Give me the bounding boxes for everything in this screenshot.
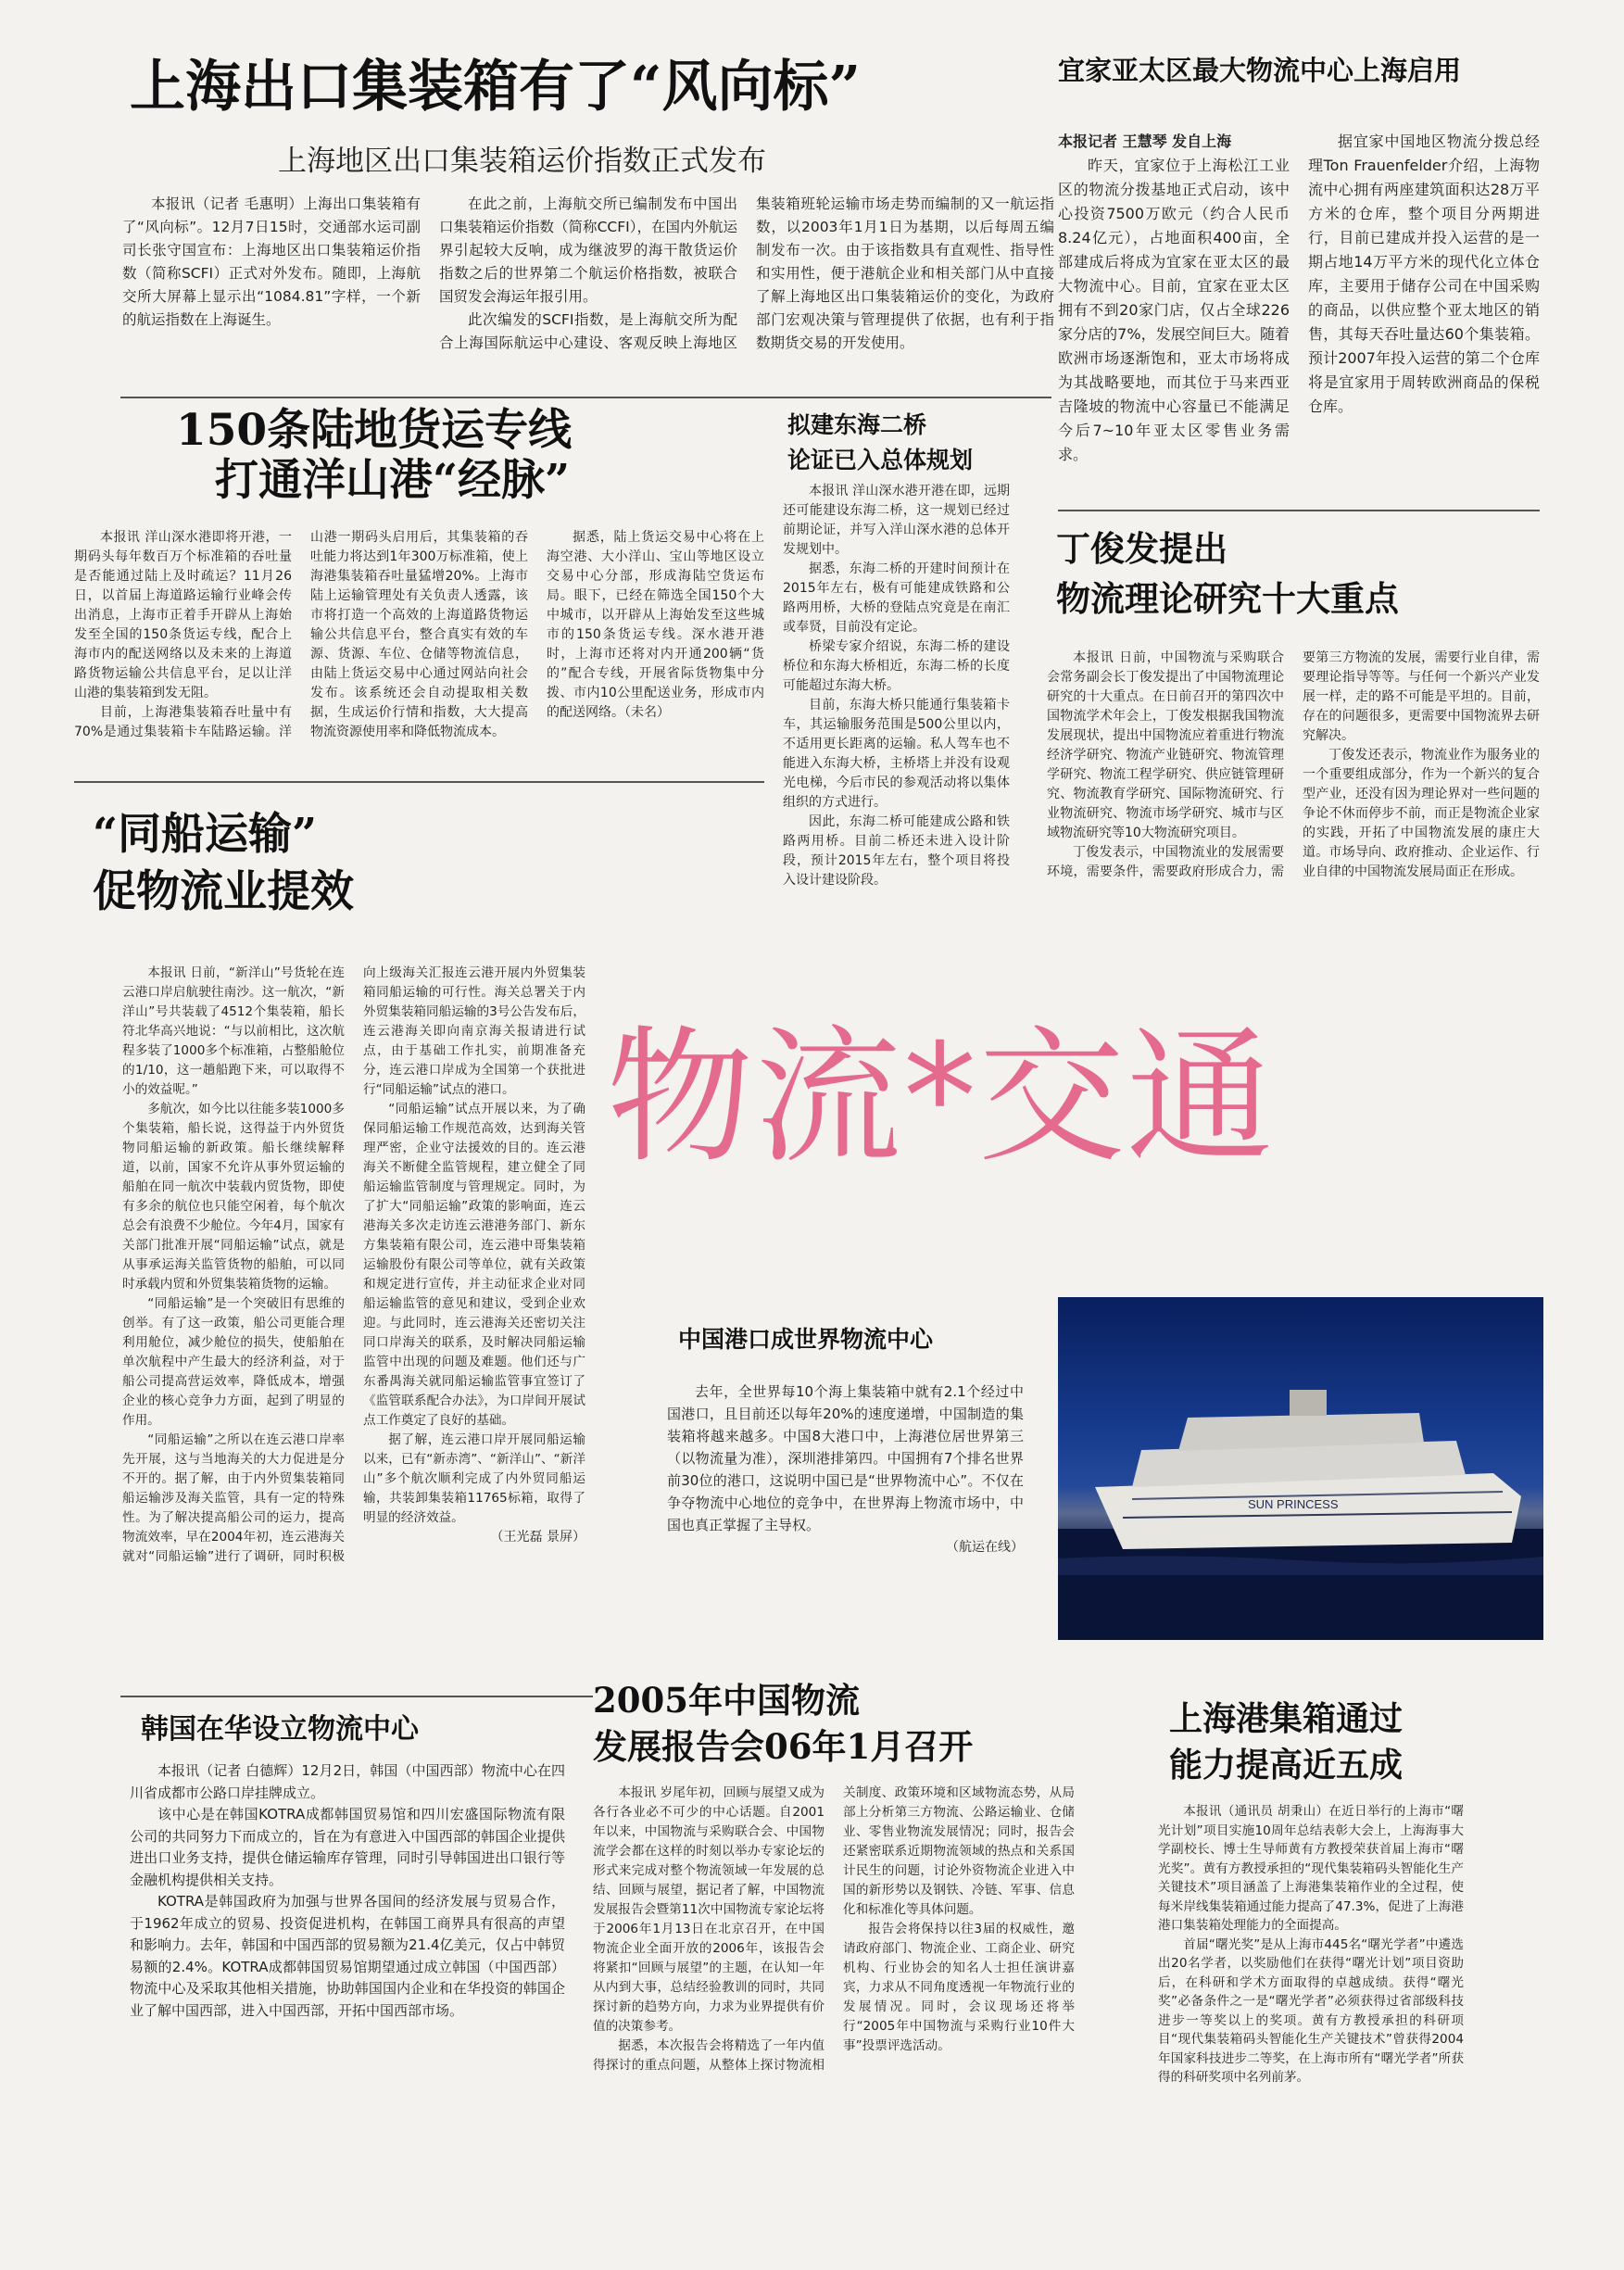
a8-paragraph: KOTRA是韩国政府为加强与世界各国间的经济发展与贸易合作，于1962年成立的贸易、投资促进机构，在韩国工商界具有很高的声望和影响力。去年，韩国和中国西部的贸易额为21.4亿美元，仅占中韩贸易额的2.4%。KOTRA成都韩国贸易馆期望通过成立韩国（中国西部）物流中心及采取其他相关措施，协助韩国国内企业和在华投资的韩国企业了解中国西部，进入中国西部，开拓中国西部市场。 [130,1893,565,2019]
a7-headline: 中国港口成世界物流中心 [678,1326,934,1353]
a4-headline-line: 论证已入总体规划 [787,447,974,473]
a10-headline [1169,1696,1540,1788]
a10-paragraph: 首届“曙光奖”是从上海市445名“曙光学者”中遴选出20名学者，以奖励他们在获得“曙光计划”项目资助后，在科研和学术方面取得的卓越成绩。获得“曙光奖”必备条件之一是“曙光学者”必须获得过省部级科技进步一等奖以上的奖项。黄有方教授承担的科研项目“现代集装箱码头智能化生产关键技术”曾获得2004年国家科技进步二等奖，在上海市所有“曙光学者”所获得的科研奖项中名列前茅。 [1158,1936,1464,2085]
divider [74,781,764,783]
a7-credit: （航运在线） [946,1540,1024,1555]
cruise-ship-photo [1058,1297,1543,1640]
a6-paragraph: “同船运输”之所以在连云港口岸率先开展，这与当地海关的大力促进是分不开的。据了解，由于内外贸集装箱同船运输涉及海关监管，具有一定的特殊性。为了解决提高船公司的运力，提高物流效率，早在2004年初，连云港海关就对“同船运输”进行了调研，同时积极向上级海关汇报连云港开展内外贸集装箱同船运输的可行性。海关总署关于内外贸集装箱同船运输的3号公告发布后，连云港海关即向南京海关报请进行试点，由于基础工作扎实，前期准备充分，连云港口岸成为全国第一个获批进行“同船运输”试点的港口。 [122,965,585,1564]
a6-paragraph: “同船运输”是一个突破旧有思维的创举。有了这一政策，船公司更能合理利用舱位，减少舱位的损失，使船舶在单次航程中产生最大的经济利益，对于船公司提高营运效率，降低成本，增强企业的核心竞争力方面，起到了明显的作用。 [122,1296,345,1428]
a7-paragraph: 去年，全世界每10个海上集装箱中就有2.1个经过中国港口，且目前还以每年20%的速度递增，中国制造的集装箱将越来越多。中国8大港口中，上海港位居世界第三（以物流量为准），深圳港排第四。中国拥有7个排名世界前30位的港口，这说明中国已是“世界物流中心”。不仅在争夺物流中心地位的竞争中，在世界海上物流市场中，中国也真正掌握了主导权。 [667,1383,1024,1533]
a8-body [130,1760,565,2131]
a2-paragraph: 昨天，宜家位于上海松江工业区的物流分拨基地正式启动，该中心投资7500万欧元（约合人民币8.24亿元），占地面积400亩，全部建成后将成为宜家在亚太区的最大物流中心。目前，宜家在亚太区拥有不到20家门店，仅占全球226家分店的7%，发展空间巨大。随着欧洲市场逐渐饱和，亚太市场将成为其战略要地，而其位于马来西亚吉隆坡的物流中心容量已不能满足今后7~10年亚太区零售业务需求。 [1058,157,1290,463]
a4-paragraph: 目前，东海大桥只能通行集装箱卡车，其运输服务范围是500公里以内，不适用更长距离的运输。私人驾车也不能进入东海大桥，主桥塔上并没有设观光电梯，今后市民的参观活动将以集体组织的方式进行。 [783,698,1010,810]
a3-paragraph: 目前，上海港集装箱吞吐量中有70%是通过集装箱卡车陆路运输。洋山港一期码头启用后，其集装箱的吞吐能力将达到1年300万标准箱，使上海港集装箱吞吐量猛增20%。上海市陆上运输管理处有关负责人透露，该市将打造一个高效的上海道路货物运输公共信息平台，整合真实有效的车源、货源、车位、仓储等物流信息，由陆上货运交易中心通过网站向社会发布。该系统还会自动提取相关数据，生成运价行情和指数，大大提高物流资源使用率和降低物流成本。 [74,530,528,739]
a4-paragraph: 本报讯 洋山深水港开港在即，远期还可能建设东海二桥，这一规划已经过前期论证，并写入洋山深水港的总体开发规划中。 [783,484,1010,557]
a9-paragraph: 据悉，本次报告会将精选了一年内值得探讨的重点问题，从整体上探讨物流相关制度、政策环境和区域物流态势，从局部上分析第三方物流、公路运输业、仓储业、零售业物流发展情况；同时，报告会还紧密联系近期物流领域的热点和关系国计民生的问题，讨论外资物流企业进入中国的新形势以及钢铁、冷链、军事、信息化和标准化等具体问题。 [593,1785,1075,2073]
a10-body [1158,1802,1464,2182]
a5-headline-line: 丁俊发提出 [1056,528,1227,569]
a4-paragraph: 因此，东海二桥可能建成公路和铁路两用桥。目前二桥还未进入设计阶段，预计2015年左右，整个项目将投入设计建设阶段。 [783,814,1010,888]
a5-paragraph: 丁俊发表示，中国物流业的发展需要环境，需要条件，需要政府形成合力，需要第三方物流的发展，需要行业自律，需要理论指导等等。与任何一个新兴产业发展一样，走的路不可能是平坦的。目前，存在的问题很多，更需要中国物流界去研究解决。 [1047,650,1540,879]
a4-paragraph: 桥梁专家介绍说，东海二桥的建设桥位和东海大桥相近，东海二桥的长度可能超过东海大桥。 [783,639,1010,693]
ship-name-text: SUN PRINCESS [1248,1497,1339,1511]
a8-headline: 韩国在华设立物流中心 [141,1713,419,1746]
a6-paragraph: 据了解，连云港口岸开展同船运输以来，已有“新赤湾”、“新洋山”、“新洋山”多个航次顺利完成了内外贸同船运输，共装卸集装箱11765标箱，取得了明显的经济效益。 [363,1432,585,1525]
a2-paragraph: 据宜家中国地区物流分拨总经理Ton Frauenfelder介绍，上海物流中心拥有两座建筑面积达28万平方米的仓库，整个项目分两期进行，目前已建成并投入运营的是一期占地14万平方米的现代化立体仓库，主要用于储存公司在中国采购的商品，以供应整个亚太地区的销售，其每天吞吐量达60个集装箱。预计2007年投入运营的第二个仓库将是宜家用于周转欧洲商品的保税仓库。 [1308,132,1540,415]
a3-headline-line: 150条陆地货运专线 [176,405,573,456]
a4-headline-line: 拟建东海二桥 [787,411,927,438]
a5-body [1047,649,1540,954]
a6-headline [93,806,528,921]
a1-paragraph: 此次编发的SCFI指数，是上海航交所为配合上海国际航运中心建设、客观反映上海地区集装箱班轮运输市场走势而编制的又一航运指数，以2003年1月1日为基期，以后每周五编制发布一次。由于该指数具有直观性、指导性和实用性，便于港航企业和相关部门从中直接了解上海地区出口集装箱运价的变化，为政府部门宏观决策与管理提供了依据，也有利于指数期货交易的开发使用。 [439,195,1054,351]
a3-headline-line: 打通洋山港“经脉” [215,455,571,507]
divider [120,1696,593,1697]
a7-body [667,1381,1024,1621]
a6-body [122,964,585,1682]
a5-paragraph: 丁俊发还表示，物流业作为服务业的一个重要组成部分，作为一个新兴的复合型产业，还没有因为理论界对一些问题的争论不休而停步不前，而正是物流企业家的实践，开拓了中国物流发展的康庄大道。市场导向、政府推动、企业运作、行业自律的中国物流发展局面正在形成。 [1303,748,1540,879]
a4-headline [787,408,1038,478]
a5-paragraph: 本报讯 日前，中国物流与采购联合会常务副会长丁俊发提出了中国物流理论研究的十大重点。在日前召开的第四次中国物流学术年会上，丁俊发根据我国物流发展现状，提出中国物流应着重进行物流经济学研究、物流产业链研究、物流管理学研究、物流工程学研究、供应链管理研究、物流教育学研究、国际物流研究、行业物流研究、物流市场学研究、城市与区域物流研究等10大物流研究项目。 [1047,650,1284,840]
a5-headline-line: 物流理论研究十大重点 [1056,578,1399,619]
a1-paragraph: 本报讯（记者 毛惠明）上海出口集装箱有了“风向标”。12月7日15时，交通部水运司副司长张守国宣布：上海地区出口集装箱运价指数（简称SCFI）正式对外发布。随即，上海航交所大屏幕上显示出“1084.81”字样，一个新的航运指数在上海诞生。 [122,195,421,328]
a6-paragraph: 多航次，如今比以往能多装1000多个集装箱，船长说，这得益于内外贸货物同船运输的新政策。船长继续解释道，以前，国家不允许从事外贸运输的船舶在同一航次中装载内贸货物，即使有多余的航位也只能空闲着，每个航次总会有浪费不少舱位。今年4月，国家有关部门批准开展“同船运输”试点，就是从事承运海关监管货物的船舶，可以同时承载内贸和外贸集装箱货物的运输。 [122,1102,345,1292]
a5-headline [1056,523,1538,624]
divider [120,397,1051,398]
a3-body [74,528,764,771]
a9-paragraph: 报告会将保持以往3届的权威性，邀请政府部门、物流企业、工商企业、研究机构、行业协会的知名人士担任演讲嘉宾，力求从不同角度透视一年物流行业的发展情况。同时，会议现场还将举行“2005年中国物流与采购行业10件大事”投票评选活动。 [843,1922,1075,2053]
a10-paragraph: 本报讯（通讯员 胡秉山）在近日举行的上海市“曙光计划”项目实施10周年总结表彰大会上，上海海事大学副校长、博士生导师黄有方教授荣获首届上海市“曙光奖”。黄有方教授承担的“现代集装箱码头智能化生产关键技术”项目涵盖了上海港集装箱作业的全过程，使每米岸线集装箱通过能力提高了47.3%，促进了上海港港口集装箱处理能力的全面提高。 [1158,1804,1464,1933]
a1-headline: 上海出口集装箱有了“风向标” [130,55,862,120]
a6-headline-line: 促物流业提效 [93,866,354,917]
a9-headline-line: 发展报告会06年1月召开 [593,1726,974,1767]
a3-headline [176,406,732,506]
a8-paragraph: 本报讯（记者 白德辉）12月2日，韩国（中国西部）物流中心在四川省成都市公路口岸挂牌成立。 [130,1762,565,1801]
a9-body [593,1784,1075,2154]
section-title: 物流*交通 [607,1013,1275,1183]
a6-credit: （王光磊 景屏） [490,1530,585,1545]
a9-headline-line: 2005年中国物流 [593,1680,860,1721]
a10-headline-line: 能力提高近五成 [1169,1746,1404,1784]
a8-paragraph: 该中心是在韩国KOTRA成都韩国贸易馆和四川宏盛国际物流有限公司的共同努力下而成立的，旨在为有意进入中国西部的韩国企业提供进出口业务支持，提供仓储运输库存管理，同时引导韩国进出口银行等金融机构提供相关支持。 [130,1806,565,1888]
a2-headline: 宜家亚太区最大物流中心上海启用 [1058,55,1462,86]
a3-paragraph: 本报讯 洋山深水港即将开港，一期码头每年数百万个标准箱的吞吐量是否能通过陆上及时疏运？11月26日，以首届上海道路运输行业峰会传出消息，上海市正着手开辟从上海始发至全国的150条货运专线，配合上海市内的配送网络以及未来的上海道路货物运输公共信息平台，足以让洋山港的集装箱到发无阻。 [74,530,292,700]
a1-subheadline: 上海地区出口集装箱运价指数正式发布 [278,145,766,178]
a1-body [122,193,1054,383]
a6-headline-line: “同船运输” [93,809,318,860]
a3-paragraph: 据悉，陆上货运交易中心将在上海空港、大小洋山、宝山等地区设立交易中心分部，形成海陆空货运布局。眼下，已经在筛选全国150个大中城市，以开辟从上海始发至这些城市的150条货运专线。深水港开港时，上海市还将对内开通200辆“货的”配合专线，开展省际货物集中分拨、市内10公里配送业务，形成市内的配送网络。（未名） [547,530,764,720]
a2-byline: 本报记者 王慧琴 发自上海 [1058,132,1232,150]
a4-paragraph: 据悉，东海二桥的开建时间预计在2015年左右，极有可能建成铁路和公路两用桥，大桥的登陆点究竟是在南汇或奉贤，目前没有定论。 [783,561,1010,635]
a4-body [783,482,1010,982]
a9-paragraph: 本报讯 岁尾年初，回顾与展望又成为各行各业必不可少的中心话题。自2001年以来，中国物流与采购联合会、中国物流学会都在这样的时刻以举办专家论坛的形式来完成对整个物流领域一年发展的总结、回顾与展望，据记者了解，中国物流发展报告会暨第11次中国物流专家论坛将于2006年1月13日在北京召开，在中国物流企业全面开放的2006年，该报告会将紧扣“回顾与展望”的主题，在认知一年从内到大事，总结经验教训的同时，共同探讨新的趋势方向，力求为业界提供有价值的决策参考。 [593,1785,825,2034]
a1-paragraph: 在此之前，上海航交所已编制发布中国出口集装箱运价指数（简称CCFI），在国内外航运界引起较大反响，成为继波罗的海干散货运价指数之后的世界第二个航运价格指数，被联合国贸发会海运年报引用。 [439,195,737,305]
divider [1058,510,1540,511]
a9-headline [593,1677,1112,1770]
a6-paragraph: 本报讯 日前，“新洋山”号货轮在连云港口岸启航驶往南沙。这一航次，“新洋山”号共装载了4512个集装箱，船长符北华高兴地说：“与以前相比，这次航程多装了1000多个标准箱，占整船舱位的1/10，这一趟船跑下来，可以取得不小的效益呢。” [122,965,345,1097]
ship-icon [1058,1297,1543,1640]
a6-paragraph: “同船运输”试点开展以来，为了确保同船运输工作规范高效，达到海关管理严密，企业守法援效的目的。连云港海关不断健全监管规程，建立健全了同船运输监管制度与管理规定。同时，为了扩大“同船运输”政策的影响面，连云港海关多次走访连云港港务部门、新东方集装箱有限公司，连云港中哥集装箱运输股份有限公司等单位，就有关政策和规定进行宣传，并主动征求企业对同船运输监管的意见和建议，受到企业欢迎。与此同时，连云港海关还密切关注同口岸海关的联系，及时解决同船运输监管中出现的问题及难题。他们还与广东番禺海关就同船运输监管事宜签订了《监管联系配合办法》，为口岸间开展试点工作奠定了良好的基础。 [363,1102,585,1428]
a10-headline-line: 上海港集箱通过 [1169,1699,1404,1738]
a2-body [1058,130,1540,500]
